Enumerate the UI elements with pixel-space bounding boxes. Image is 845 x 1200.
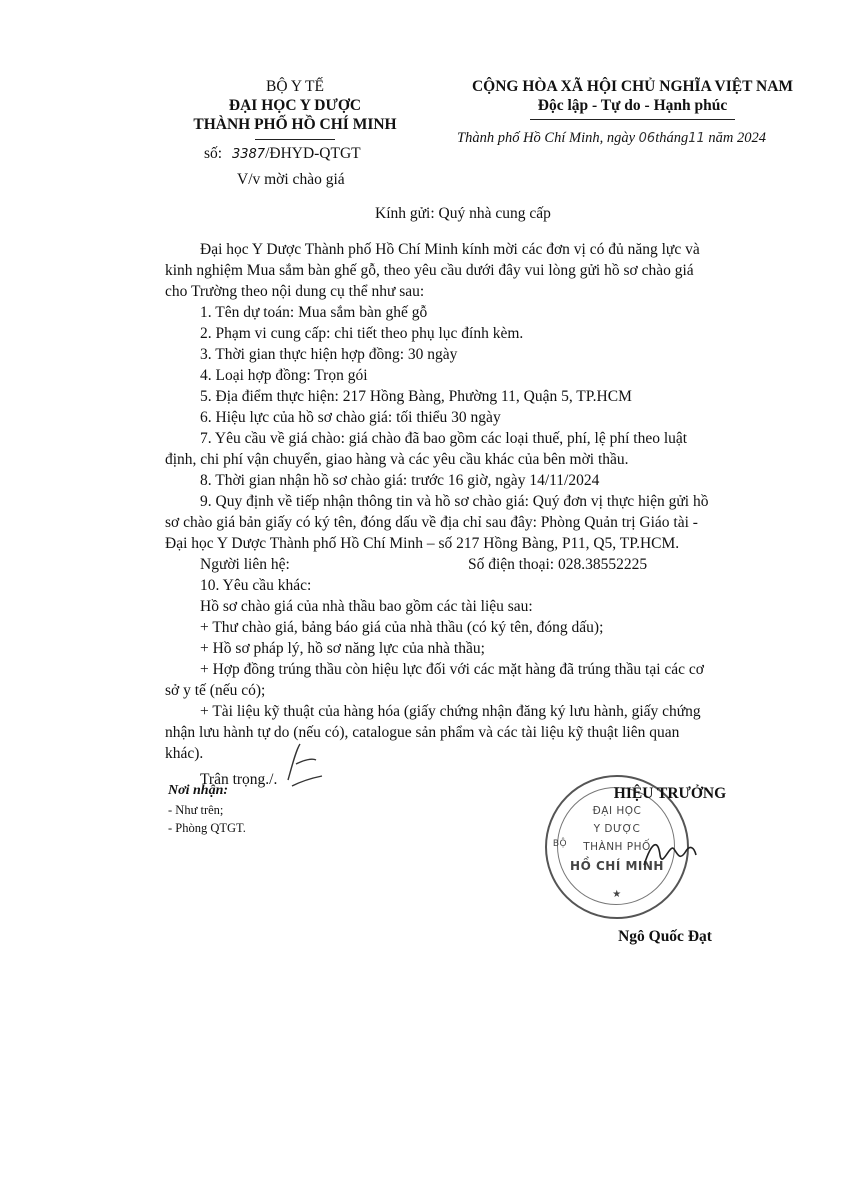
item-6: 6. Hiệu lực của hồ sơ chào giá: tối thiểu 30 ngày [200,409,501,426]
handwritten-signature-icon [640,835,700,875]
national-motto: Độc lập - Tự do - Hạnh phúc [537,97,728,114]
document-subject: V/v mời chào giá [237,171,345,188]
initial-signature-icon [282,738,332,793]
item-3: 3. Thời gian thực hiện hợp đồng: 30 ngày [200,346,458,363]
issue-date-year: năm 2024 [708,130,767,146]
item-10-bullet-3-line-1: + Hợp đồng trúng thầu còn hiệu lực đối với các mặt hàng đã trúng thầu tại các cơ [200,661,704,678]
issue-date-month-label: tháng [655,130,689,146]
intro-line-3: cho Trường theo nội dung cụ thể như sau: [165,283,425,300]
intro-line-1: Đại học Y Dược Thành phố Hồ Chí Minh kính mời các đơn vị có đủ năng lực và [200,241,700,258]
country-name: CỘNG HÒA XÃ HỘI CHỦ NGHĨA VIỆT NAM [471,78,794,95]
header-right-divider [530,119,735,120]
document-number-prefix: số: [204,145,223,162]
item-10-bullet-2: + Hồ sơ pháp lý, hồ sơ năng lực của nhà thầu; [200,640,485,657]
issue-date-month: 11 [688,131,705,146]
item-10-bullet-4-line-3: khác). [165,745,204,762]
university-name-line2: THÀNH PHỐ HỒ CHÍ MINH [193,116,397,133]
item-7-line-2: định, chi phí vận chuyển, giao hàng và các yêu cầu khác của bên mời thầu. [165,451,629,468]
document-number-value: 3387 [231,147,266,162]
university-name-line1: ĐẠI HỌC Y DƯỢC [228,97,362,114]
contact-phone: Số điện thoại: 028.38552225 [468,556,648,573]
item-10-bullet-3-line-2: sở y tế (nếu có); [165,682,266,699]
item-10-bullet-1: + Thư chào giá, bảng báo giá của nhà thầu (có ký tên, đóng dấu); [200,619,604,636]
recipient-2: - Phòng QTGT. [168,821,246,835]
signer-name: Ngô Quốc Đạt [618,928,712,945]
header-left-divider [255,139,335,140]
issue-date-day: 06 [638,131,656,146]
item-9-line-3: Đại học Y Dược Thành phố Hồ Chí Minh – số 217 Hồng Bàng, P11, Q5, TP.HCM. [165,535,680,552]
item-4: 4. Loại hợp đồng: Trọn gói [200,367,368,384]
stamp-line-3: THÀNH PHỐ [583,841,651,853]
signer-position: HIỆU TRƯỞNG [613,785,727,802]
intro-line-2: kinh nghiệm Mua sắm bàn ghế gỗ, theo yêu cầu dưới đây vui lòng gửi hồ sơ chào giá [165,262,694,279]
document-number [204,145,361,163]
stamp-side-text: BỘ [552,839,568,849]
stamp-line-4: HỒ CHÍ MINH [570,859,664,873]
recipient-1: - Như trên; [168,803,224,817]
recipients-title: Nơi nhận: [168,783,229,798]
item-7-line-1: 7. Yêu cầu về giá chào: giá chào đã bao gồm các loại thuế, phí, lệ phí theo luật [200,430,688,447]
stamp-line-2: Y DƯỢC [593,823,641,835]
item-10-bullet-4-line-2: nhận lưu hành tự do (nếu có), catalogue sản phẩm và các tài liệu kỹ thuật liên quan [165,724,680,741]
closing-text: Trân trọng./. [200,771,278,788]
item-5: 5. Địa điểm thực hiện: 217 Hồng Bàng, Phường 11, Quận 5, TP.HCM [200,388,632,405]
item-8: 8. Thời gian nhận hồ sơ chào giá: trước 16 giờ, ngày 14/11/2024 [200,472,600,489]
issue-date [457,130,766,147]
item-9-line-1: 9. Quy định về tiếp nhận thông tin và hồ sơ chào giá: Quý đơn vị thực hiện gửi hồ [200,493,709,510]
contact-person-label: Người liên hệ: [200,556,290,573]
item-10-intro: Hồ sơ chào giá của nhà thầu bao gồm các tài liệu sau: [200,598,533,615]
stamp-line-1: ĐẠI HỌC [592,805,642,817]
item-9-line-2: sơ chào giá bản giấy có ký tên, đóng dấu về địa chỉ sau đây: Phòng Quản trị Giáo tài - [165,514,698,531]
item-10-bullet-4-line-1: + Tài liệu kỹ thuật của hàng hóa (giấy chứng nhận đăng ký lưu hành, giấy chứng [200,703,701,720]
item-1: 1. Tên dự toán: Mua sắm bàn ghế gỗ [200,304,428,321]
issue-date-prefix: Thành phố Hồ Chí Minh, ngày [457,130,636,146]
ministry-name: BỘ Y TẾ [266,78,324,95]
item-10-title: 10. Yêu cầu khác: [200,577,312,594]
stamp-star-icon: ★ [612,889,622,900]
item-2: 2. Phạm vi cung cấp: chi tiết theo phụ lục đính kèm. [200,325,524,342]
salutation: Kính gửi: Quý nhà cung cấp [375,205,551,222]
document-number-suffix: /ĐHYD-QTGT [265,145,361,162]
